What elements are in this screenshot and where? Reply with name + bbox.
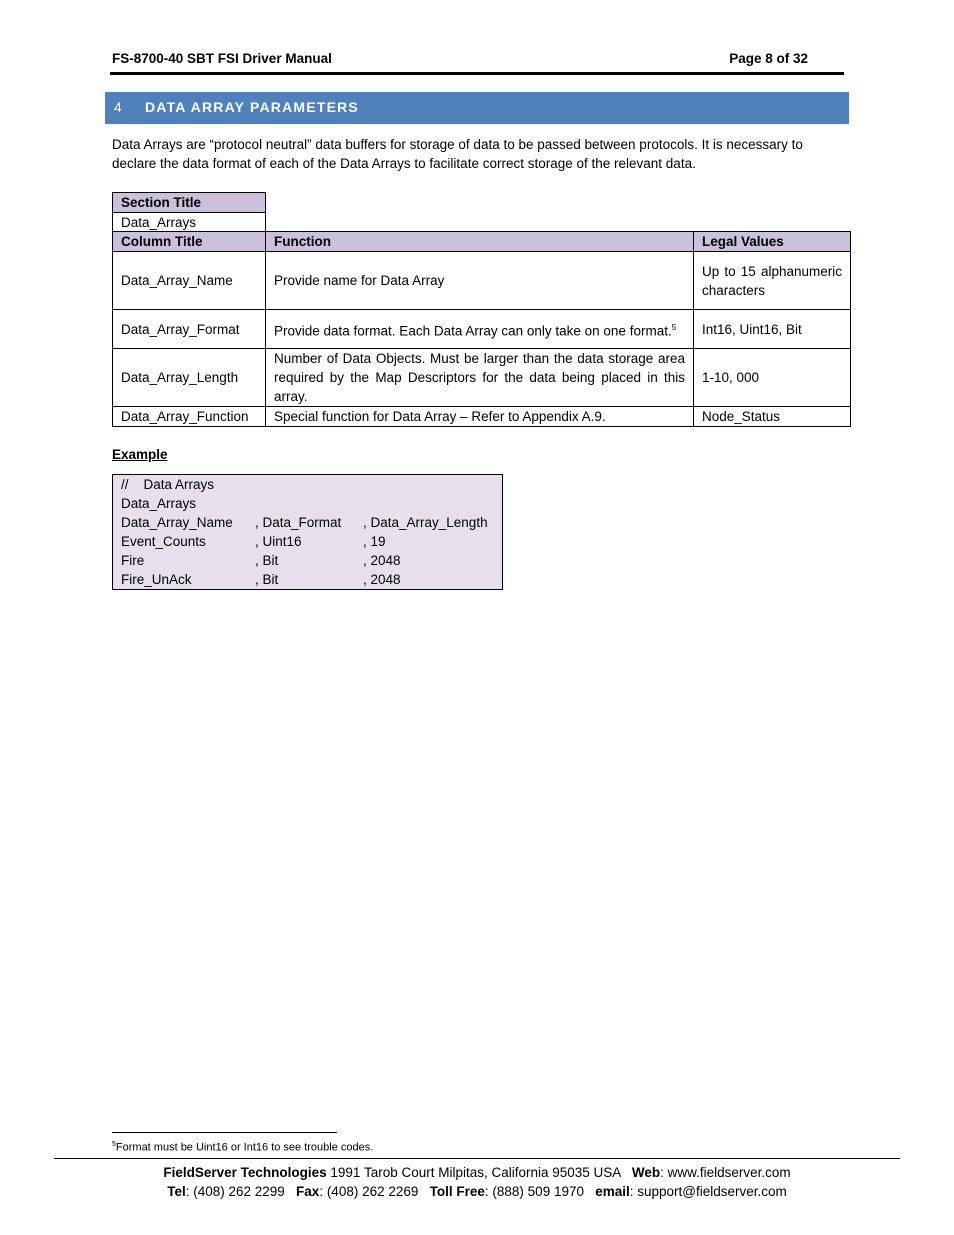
page-number: Page 8 of 32: [729, 51, 808, 66]
footer-tel-label: Tel: [167, 1184, 186, 1199]
row-title: Data_Array_Format: [113, 310, 266, 349]
table-row: [113, 310, 851, 349]
example-cell: Data_Array_Name: [121, 515, 233, 530]
example-cell: Event_Counts: [121, 534, 206, 549]
row-title: Data_Array_Length: [113, 349, 266, 407]
footer-tollfree: : (888) 509 1970: [484, 1184, 596, 1199]
example-cell: Fire: [121, 553, 145, 568]
row-function-text: Provide data format. Each Data Array can only take on one format.: [274, 323, 672, 339]
document-title: FS-8700-40 SBT FSI Driver Manual: [112, 51, 332, 66]
row-title: Data_Array_Name: [113, 252, 266, 310]
footer-web-label: Web: [631, 1165, 661, 1180]
row-legal-values: 1-10, 000: [694, 349, 851, 407]
footnote: [112, 1141, 373, 1154]
example-cell: , 19: [363, 534, 386, 549]
section-heading-bar: [105, 92, 849, 124]
footer-fax-label: Fax: [296, 1184, 320, 1199]
example-comment: // Data Arrays: [121, 477, 215, 492]
example-cell: , 2048: [363, 572, 401, 587]
footer-web[interactable]: : www.fieldserver.com: [660, 1165, 791, 1180]
section-title-header: Section Title: [113, 193, 266, 213]
row-legal-values: Up to 15 alphanumeric characters: [694, 252, 851, 310]
footer-company: FieldServer Technologies: [163, 1165, 327, 1180]
footer-address: 1991 Tarob Court Milpitas, California 95035 USA: [326, 1165, 632, 1180]
example-line: [121, 513, 488, 532]
example-line: [121, 532, 386, 551]
column-header-title: Column Title: [113, 232, 266, 252]
example-cell: , Bit: [255, 572, 279, 587]
section-title-table: [112, 192, 266, 233]
column-header-function: Function: [266, 232, 694, 252]
footer-line-2: [0, 1182, 954, 1201]
footer-tel: : (408) 262 2299: [185, 1184, 297, 1199]
footnote-reference: 5: [671, 322, 677, 332]
footer-line-1: [0, 1163, 954, 1182]
table-row: [113, 349, 851, 407]
intro-paragraph: Data Arrays are “protocol neutral” data buffers for storage of data to be passed between protocols. It is necessary to declare the data format of each of the Data Arrays to facilitate correct storage of the relevant data.: [112, 137, 803, 171]
row-title: Data_Array_Function: [113, 407, 266, 427]
row-function: [266, 310, 694, 349]
example-cell: , Bit: [255, 553, 279, 568]
section-title-value: Data_Arrays: [113, 213, 266, 233]
row-legal-values: Node_Status: [694, 407, 851, 427]
footer-email[interactable]: : support@fieldserver.com: [629, 1184, 787, 1199]
row-function: Provide name for Data Array: [266, 252, 694, 310]
column-header-legal: Legal Values: [694, 232, 851, 252]
example-code-box: [112, 474, 503, 590]
example-cell: , Data_Array_Length: [363, 515, 488, 530]
footer-email-label: email: [595, 1184, 630, 1199]
footer-rule: [54, 1158, 900, 1159]
table-row: [113, 407, 851, 427]
example-section: Data_Arrays: [121, 496, 197, 511]
example-line: [121, 551, 401, 570]
header-rule: [110, 72, 844, 75]
footer-fax: : (408) 262 2269: [319, 1184, 430, 1199]
table-row: [113, 252, 851, 310]
row-legal-values: Int16, Uint16, Bit: [694, 310, 851, 349]
example-label: Example: [112, 447, 168, 462]
section-title: DATA ARRAY PARAMETERS: [145, 99, 359, 115]
footnote-rule: [112, 1132, 337, 1133]
footer-tollfree-label: Toll Free: [429, 1184, 485, 1199]
example-cell: , 2048: [363, 553, 401, 568]
row-function: Number of Data Objects. Must be larger than the data storage area required by the Map Descriptors for the data being placed in this array.: [266, 349, 694, 407]
row-function: Special function for Data Array – Refer to Appendix A.9.: [266, 407, 694, 427]
parameter-table: [112, 231, 851, 427]
footnote-text: Format must be Uint16 or Int16 to see trouble codes.: [115, 1141, 374, 1154]
section-number: 4: [114, 99, 122, 115]
footnote-number: 5: [112, 1141, 116, 1148]
example-cell: , Uint16: [255, 534, 302, 549]
example-cell: Fire_UnAck: [121, 572, 192, 587]
example-line: [121, 570, 401, 589]
example-cell: , Data_Format: [255, 515, 342, 530]
